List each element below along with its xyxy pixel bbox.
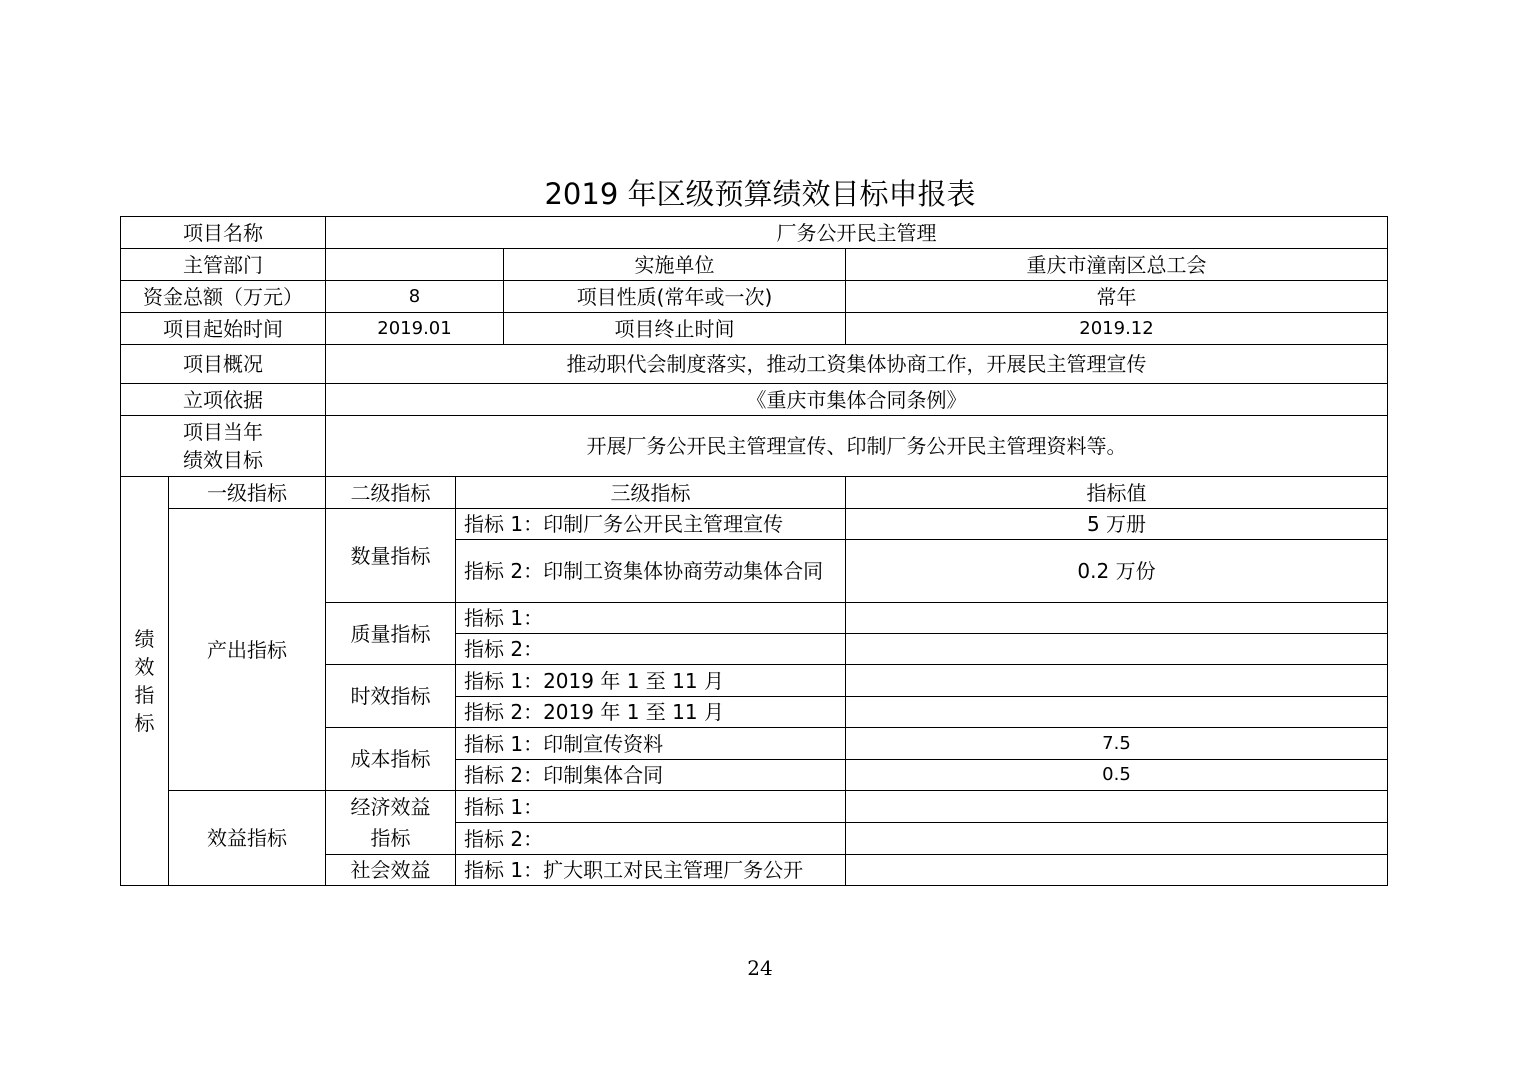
funds-label: 资金总额（万元） [121,281,326,313]
row-goal [121,416,1388,477]
performance-target-table [120,216,1388,886]
row-funds [121,281,1388,313]
goal-label-line1: 项目当年 [183,420,263,444]
indicator-value [846,697,1388,728]
unit-label: 实施单位 [504,249,846,281]
output-indicator-label: 产出指标 [169,509,326,791]
economic-indicator-label [326,791,456,855]
end-label: 项目终止时间 [504,313,846,345]
performance-indicators-label [121,477,169,886]
project-name-value: 厂务公开民主管理 [326,217,1388,249]
indicator-text: 指标 1：印制宣传资料 [456,728,846,760]
indicator-text: 指标 1：扩大职工对民主管理厂务公开 [456,855,846,886]
header-level2: 二级指标 [326,477,456,509]
indicator-value [846,823,1388,855]
indicator-value: 7.5 [846,728,1388,760]
dept-label: 主管部门 [121,249,326,281]
indicator-text: 指标 2：2019 年 1 至 11 月 [456,697,846,728]
overview-label: 项目概况 [121,345,326,384]
section-char-2: 效 [134,655,155,679]
nature-value: 常年 [846,281,1388,313]
social-indicator-label: 社会效益 [326,855,456,886]
quality-indicator-label: 质量指标 [326,603,456,665]
indicator-value [846,855,1388,886]
row-project-name [121,217,1388,249]
indicator-text: 指标 1： [456,791,846,823]
start-label: 项目起始时间 [121,313,326,345]
goal-label-line2: 绩效目标 [183,448,263,472]
indicator-value [846,665,1388,697]
goal-label [121,416,326,477]
indicator-value: 0.5 [846,760,1388,791]
economic-label-line2: 指标 [370,825,411,850]
page-title: 2019 年区级预算绩效目标申报表 [544,177,976,211]
basis-value: 《重庆市集体合同条例》 [326,384,1388,416]
end-value: 2019.12 [846,313,1388,345]
page-number: 24 [747,956,773,980]
dept-value [326,249,504,281]
row-overview [121,345,1388,384]
row-department [121,249,1388,281]
benefit-indicator-label: 效益指标 [169,791,326,886]
indicator-text: 指标 2： [456,823,846,855]
nature-label: 项目性质(常年或一次) [504,281,846,313]
indicator-text: 指标 1：2019 年 1 至 11 月 [456,665,846,697]
indicator-header-row [121,477,1388,509]
indicator-text: 指标 2：印制工资集体协商劳动集体合同 [456,540,846,603]
section-char-3: 指 [134,683,155,707]
overview-value: 推动职代会制度落实，推动工资集体协商工作，开展民主管理宣传 [326,345,1388,384]
indicator-value [846,791,1388,823]
indicator-value [846,634,1388,665]
quantity-indicator-label: 数量指标 [326,509,456,603]
indicator-value: 5 万册 [846,509,1388,540]
indicator-text: 指标 2： [456,634,846,665]
row-time [121,313,1388,345]
project-name-label: 项目名称 [121,217,326,249]
basis-label: 立项依据 [121,384,326,416]
cost-indicator-label: 成本指标 [326,728,456,791]
indicator-value [846,603,1388,634]
indicator-text: 指标 2：印制集体合同 [456,760,846,791]
header-level1: 一级指标 [169,477,326,509]
section-char-4: 标 [134,711,155,735]
indicator-text: 指标 1：印制厂务公开民主管理宣传 [456,509,846,540]
row-basis [121,384,1388,416]
header-value: 指标值 [846,477,1388,509]
indicator-text: 指标 1： [456,603,846,634]
timeliness-indicator-label: 时效指标 [326,665,456,728]
header-level3: 三级指标 [456,477,846,509]
economic-label-line1: 经济效益 [350,794,431,819]
unit-value: 重庆市潼南区总工会 [846,249,1388,281]
table-row [121,509,1388,540]
section-char-1: 绩 [134,627,155,651]
table-row [121,791,1388,823]
goal-value: 开展厂务公开民主管理宣传、印制厂务公开民主管理资料等。 [326,416,1388,477]
start-value: 2019.01 [326,313,504,345]
indicator-value: 0.2 万份 [846,540,1388,603]
funds-value: 8 [326,281,504,313]
